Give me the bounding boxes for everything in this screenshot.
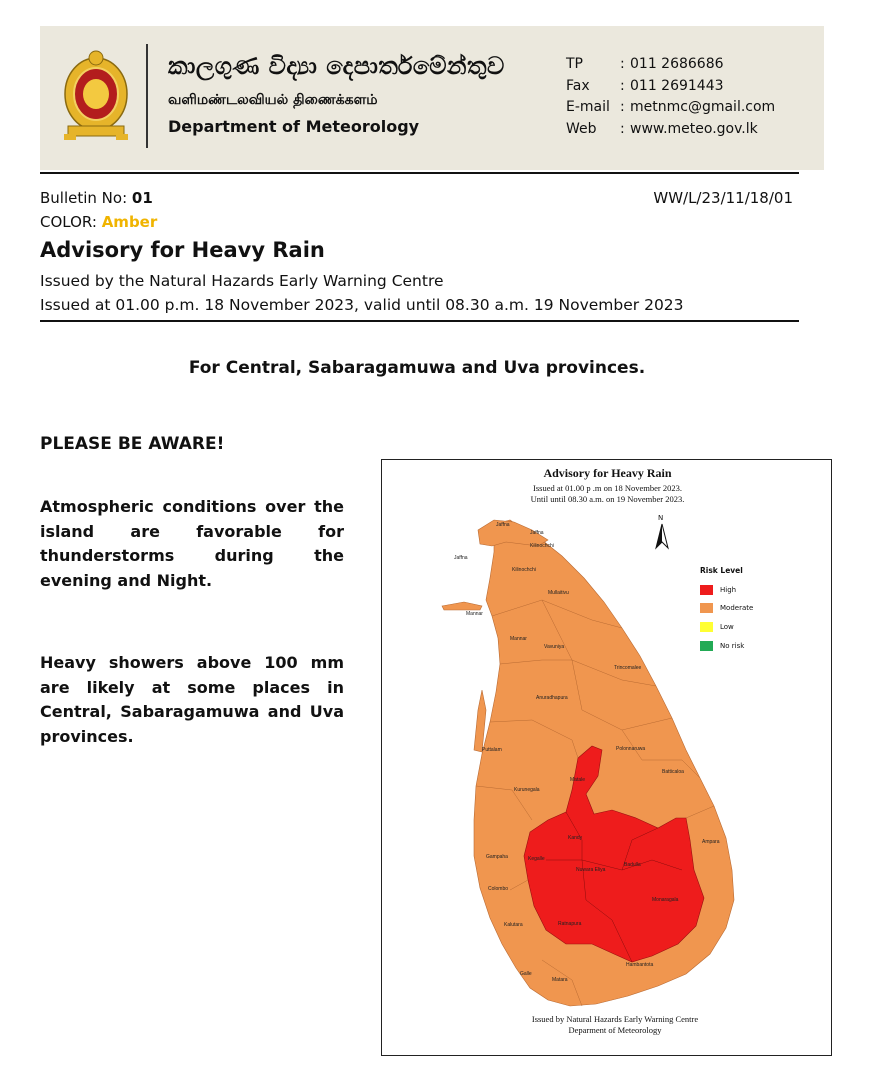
label-jaffna-3: Jaffna — [454, 555, 468, 561]
legend-title: Risk Level — [700, 566, 743, 575]
label-kilinochchi: Kilinochchi — [530, 543, 554, 549]
bulletin-number: Bulletin No: 01 — [40, 189, 153, 207]
provinces-heading: For Central, Sabaragamuwa and Uva provinces. — [188, 358, 646, 378]
label-matale: Matale — [570, 777, 586, 783]
national-emblem-icon — [62, 44, 130, 142]
contact-email[interactable]: E-mail : metnmc@gmail.com — [566, 99, 776, 115]
label-gampaha: Gampaha — [486, 854, 508, 860]
letterhead — [40, 26, 824, 170]
rule-bottom — [40, 320, 799, 322]
label-matara: Matara — [552, 977, 568, 983]
contact-block — [566, 54, 775, 140]
label-galle: Galle — [520, 971, 532, 977]
map-title: Advisory for Heavy Rain — [543, 466, 672, 480]
advisory-title: Advisory for Heavy Rain — [40, 238, 325, 262]
contact-fax: Fax : 011 2691443 — [566, 77, 724, 94]
issued-at: Issued at 01.00 p.m. 18 November 2023, valid until 08.30 a.m. 19 November 2023 — [40, 296, 684, 314]
label-hambantota: Hambantota — [626, 962, 654, 968]
aware-heading: PLEASE BE AWARE! — [40, 434, 225, 454]
rule-top — [40, 172, 799, 174]
bulletin-color: COLOR: Amber — [40, 213, 158, 231]
legend-swatch-high — [700, 585, 713, 595]
map-valid: Until until 08.30 a.m. on 19 November 2023. — [530, 494, 685, 504]
north-label: N — [658, 514, 664, 522]
mannar-island — [442, 602, 482, 610]
legend-swatch-moderate — [700, 603, 713, 613]
legend-item-high: High — [700, 584, 736, 595]
label-ratnapura: Ratnapura — [558, 921, 582, 927]
label-puttalam: Puttalam — [482, 747, 502, 753]
advisory-map — [381, 459, 832, 1056]
legend-swatch-low — [700, 622, 713, 632]
legend-item-low: Low — [700, 621, 734, 632]
paragraph-heavy-showers: Heavy showers above 100 mm are likely at some places in Central, Sabaragamuwa and Uva provinces. — [40, 653, 344, 746]
bulletin-reference: WW/L/23/11/18/01 — [653, 189, 793, 207]
label-vavuniya: Vavuniya — [544, 644, 565, 650]
label-mullaitivu: Mullaitivu — [548, 590, 569, 596]
kalpitiya-spit — [474, 690, 486, 752]
label-kilinochchi-2: Kilinochchi — [512, 567, 536, 573]
legend-swatch-no-risk — [700, 641, 713, 651]
sri-lanka-map — [382, 460, 833, 1057]
label-jaffna-2: Jaffna — [530, 530, 544, 536]
map-issued: Issued at 01.00 p .m on 18 November 2023. — [533, 483, 682, 493]
label-monaragala: Monaragala — [652, 897, 679, 903]
label-kandy: Kandy — [568, 835, 583, 841]
label-kurunegala: Kurunegala — [514, 787, 540, 793]
contact-phone: TP : 011 2686686 — [566, 56, 724, 72]
label-ampara: Ampara — [702, 839, 720, 845]
department-name-sinhala: කාලගුණ විද්‍යා දෙපාර්තමේන්තුව — [168, 52, 505, 80]
header-divider — [146, 44, 148, 148]
label-jaffna: Jaffna — [496, 522, 510, 528]
label-badulla: Badulla — [624, 862, 641, 868]
label-anuradhapura: Anuradhapura — [536, 695, 568, 701]
label-nuwara-eliya: Nuwara Eliya — [576, 867, 606, 873]
label-colombo: Colombo — [488, 886, 509, 892]
map-footer-issuer: Issued by Natural Hazards Early Warning Centre — [531, 1014, 699, 1024]
label-batticaloa: Batticaloa — [662, 769, 684, 775]
legend-item-no-risk: No risk — [700, 640, 744, 651]
label-polonnaruwa: Polonnaruwa — [616, 746, 646, 752]
contact-web[interactable]: Web : www.meteo.gov.lk — [566, 120, 758, 137]
issued-by: Issued by the Natural Hazards Early Warning Centre — [40, 272, 444, 290]
label-mannar: Mannar — [466, 611, 483, 617]
label-mannar-2: Mannar — [510, 636, 527, 642]
map-footer-department: Deparment of Meteorology — [568, 1025, 662, 1035]
label-trincomalee: Trincomalee — [614, 665, 642, 671]
paragraph-conditions: Atmospheric conditions over the island are favorable for thunderstorms during the evening and Night. — [40, 497, 344, 590]
label-kegalle: Kegalle — [528, 856, 545, 862]
department-name-tamil: வளிமண்டலவியல் திணைக்களம் — [168, 92, 378, 108]
legend-item-moderate: Moderate — [700, 602, 753, 613]
label-kalutara: Kalutara — [504, 922, 523, 928]
department-name-english: Department of Meteorology — [168, 117, 420, 136]
